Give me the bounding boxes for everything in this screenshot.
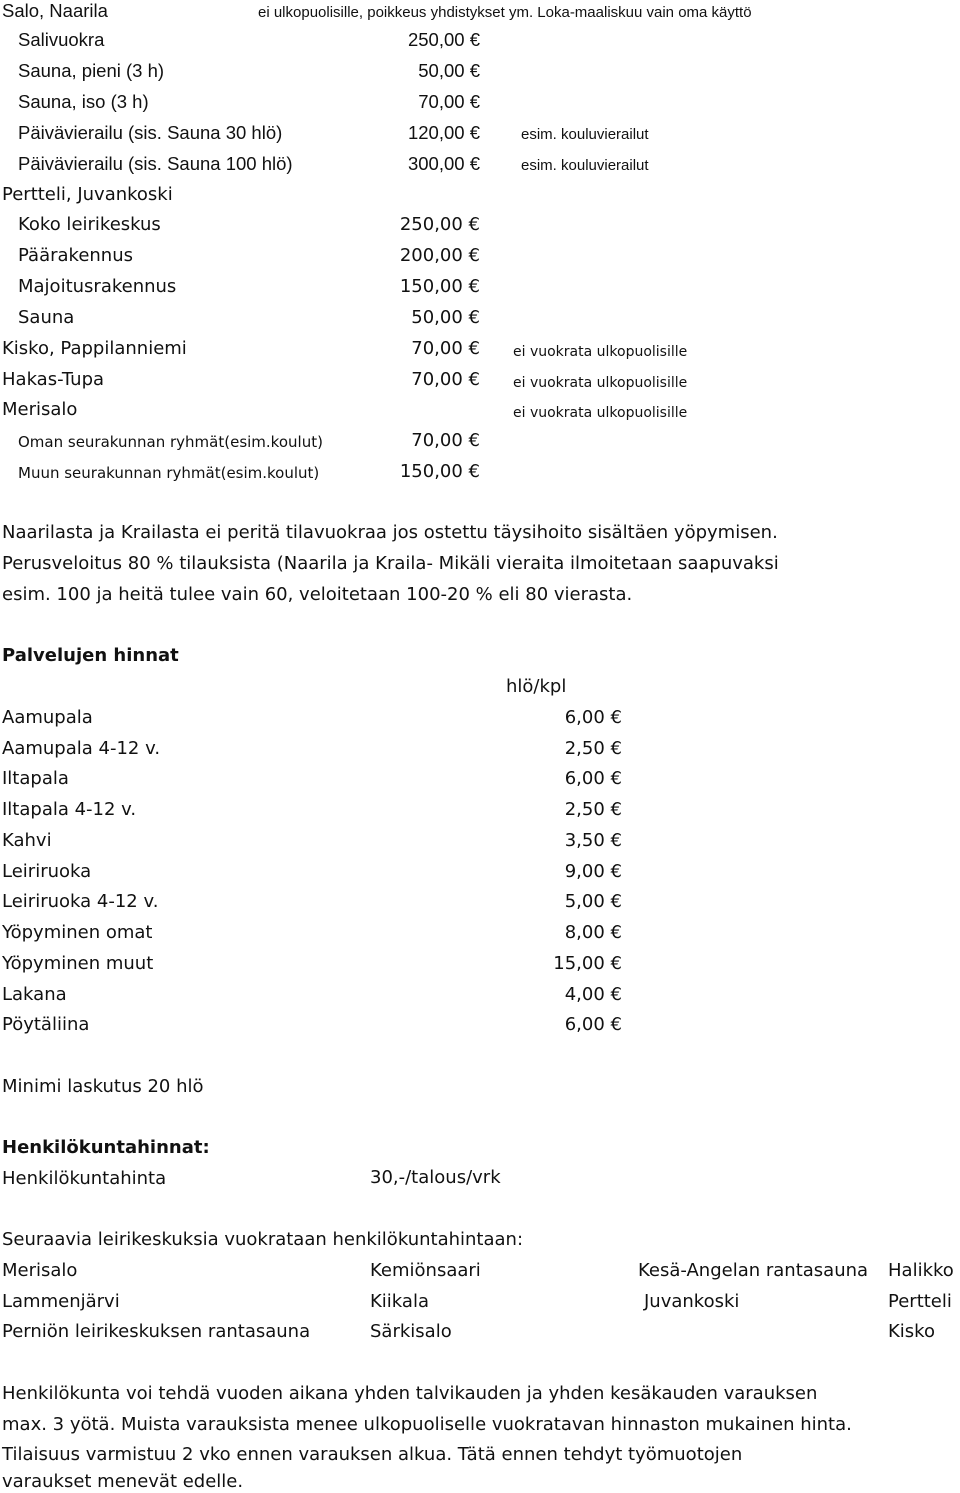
service-price: 6,00 € xyxy=(564,1014,622,1035)
staff-camp: Kiikala xyxy=(370,1291,429,1312)
service-price: 6,00 € xyxy=(564,707,622,728)
section-heading-salo: Salo, Naarila xyxy=(2,0,108,21)
service-label: Leiriruoka 4-12 v. xyxy=(2,891,159,912)
camp-label: Hakas-Tupa xyxy=(2,369,105,390)
staff-camp: Merisalo xyxy=(2,1260,78,1281)
camp-price: 70,00 € xyxy=(411,338,480,359)
paragraph-line: Naarilasta ja Krailasta ei peritä tilavuokraa jos ostettu täysihoito sisältäen yöpymisen. xyxy=(2,522,778,543)
paragraph-line: esim. 100 ja heitä tulee vain 60, veloitetaan 100-20 % eli 80 vierasta. xyxy=(2,584,633,605)
staff-heading: Henkilökuntahinnat: xyxy=(2,1137,210,1158)
camp-note: ei vuokrata ulkopuolisille xyxy=(513,375,688,391)
price-row-label: Majoitusrakennus xyxy=(18,276,177,297)
service-price: 2,50 € xyxy=(564,799,622,820)
price-row-label: Salivuokra xyxy=(18,29,105,50)
price-row-label: Päärakennus xyxy=(18,245,133,266)
price-row-value: 250,00 € xyxy=(399,214,480,235)
service-price: 5,00 € xyxy=(564,891,622,912)
service-label: Kahvi xyxy=(2,830,52,851)
service-price: 6,00 € xyxy=(564,768,622,789)
staff-camp: Lammenjärvi xyxy=(2,1291,120,1312)
price-row-value: 70,00 € xyxy=(418,91,480,112)
service-price: 2,50 € xyxy=(564,738,622,759)
merisalo-row-label: Muun seurakunnan ryhmät(esim.koulut) xyxy=(18,464,320,482)
price-row-label: Koko leirikeskus xyxy=(18,214,161,235)
paragraph-line: Perusveloitus 80 % tilauksista (Naarila ja Kraila- Mikäli vieraita ilmoitetaan saapuvaksi xyxy=(2,553,779,574)
service-label: Aamupala xyxy=(2,707,93,728)
service-label: Yöpyminen omat xyxy=(2,922,153,943)
service-label: Pöytäliina xyxy=(2,1014,90,1035)
staff-footer-line: Tilaisuus varmistuu 2 vko ennen varauksen alkua. Tätä ennen tehdyt työmuotojen xyxy=(2,1444,743,1465)
staff-camp: Kesä-Angelan rantasauna xyxy=(638,1260,869,1281)
price-row-note: esim. kouluvierailut xyxy=(521,157,649,174)
staff-footer-line: max. 3 yötä. Muista varauksista menee ulkopuoliselle vuokratavan hinnaston mukainen hinta. xyxy=(2,1414,852,1435)
service-label: Lakana xyxy=(2,984,67,1005)
merisalo-row-label: Oman seurakunnan ryhmät(esim.koulut) xyxy=(18,433,323,451)
camp-price: 70,00 € xyxy=(411,369,480,390)
staff-price-label: Henkilökuntahinta xyxy=(2,1168,167,1189)
service-label: Iltapala 4-12 v. xyxy=(2,799,137,820)
price-row-value: 250,00 € xyxy=(407,29,480,50)
price-row-value: 150,00 € xyxy=(399,276,480,297)
price-row-value: 50,00 € xyxy=(411,307,480,328)
merisalo-row-price: 150,00 € xyxy=(399,461,480,482)
staff-camp: Särkisalo xyxy=(370,1321,452,1342)
price-row-value: 300,00 € xyxy=(407,153,480,174)
service-label: Aamupala 4-12 v. xyxy=(2,738,161,759)
price-row-label: Sauna xyxy=(18,307,75,328)
service-price: 15,00 € xyxy=(553,953,622,974)
staff-price-value: 30,-/talous/vrk xyxy=(370,1167,501,1188)
services-heading: Palvelujen hinnat xyxy=(2,645,179,666)
price-row-value: 200,00 € xyxy=(399,245,480,266)
salo-note: ei ulkopuolisille, poikkeus yhdistykset ym. Loka-maaliskuu vain oma käyttö xyxy=(258,4,752,21)
staff-camp: Kemiönsaari xyxy=(370,1260,481,1281)
camp-label: Merisalo xyxy=(2,399,78,420)
merisalo-row-price: 70,00 € xyxy=(411,430,480,451)
price-row-label: Sauna, iso (3 h) xyxy=(18,91,149,112)
service-price: 4,00 € xyxy=(564,984,622,1005)
service-label: Iltapala xyxy=(2,768,69,789)
service-price: 8,00 € xyxy=(564,922,622,943)
camp-label: Kisko, Pappilanniemi xyxy=(2,338,187,359)
staff-camp: Halikko xyxy=(888,1260,954,1281)
service-price: 3,50 € xyxy=(564,830,622,851)
staff-footer-line: Henkilökunta voi tehdä vuoden aikana yhden talvikauden ja yhden kesäkauden varauksen xyxy=(2,1383,818,1404)
service-label: Leiriruoka xyxy=(2,861,92,882)
price-row-label: Sauna, pieni (3 h) xyxy=(18,60,165,81)
staff-intro: Seuraavia leirikeskuksia vuokrataan henkilökuntahintaan: xyxy=(2,1229,524,1250)
minimum-billing: Minimi laskutus 20 hlö xyxy=(2,1076,204,1097)
staff-camp: Pertteli xyxy=(888,1291,952,1312)
staff-camp: Perniön leirikeskuksen rantasauna xyxy=(2,1321,311,1342)
service-label: Yöpyminen muut xyxy=(2,953,154,974)
price-row-value: 50,00 € xyxy=(418,60,480,81)
price-row-note: esim. kouluvierailut xyxy=(521,126,649,143)
staff-camp: Juvankoski xyxy=(644,1291,740,1312)
staff-footer-line: varaukset menevät edelle. xyxy=(2,1471,244,1492)
services-unit-header: hlö/kpl xyxy=(506,676,567,697)
section-heading-pertteli: Pertteli, Juvankoski xyxy=(2,184,173,205)
camp-note: ei vuokrata ulkopuolisille xyxy=(513,405,688,421)
service-price: 9,00 € xyxy=(564,861,622,882)
camp-note: ei vuokrata ulkopuolisille xyxy=(513,344,688,360)
price-row-value: 120,00 € xyxy=(407,122,480,143)
staff-camp: Kisko xyxy=(888,1321,935,1342)
price-row-label: Päivävierailu (sis. Sauna 30 hlö) xyxy=(18,122,283,143)
price-row-label: Päivävierailu (sis. Sauna 100 hlö) xyxy=(18,153,293,174)
